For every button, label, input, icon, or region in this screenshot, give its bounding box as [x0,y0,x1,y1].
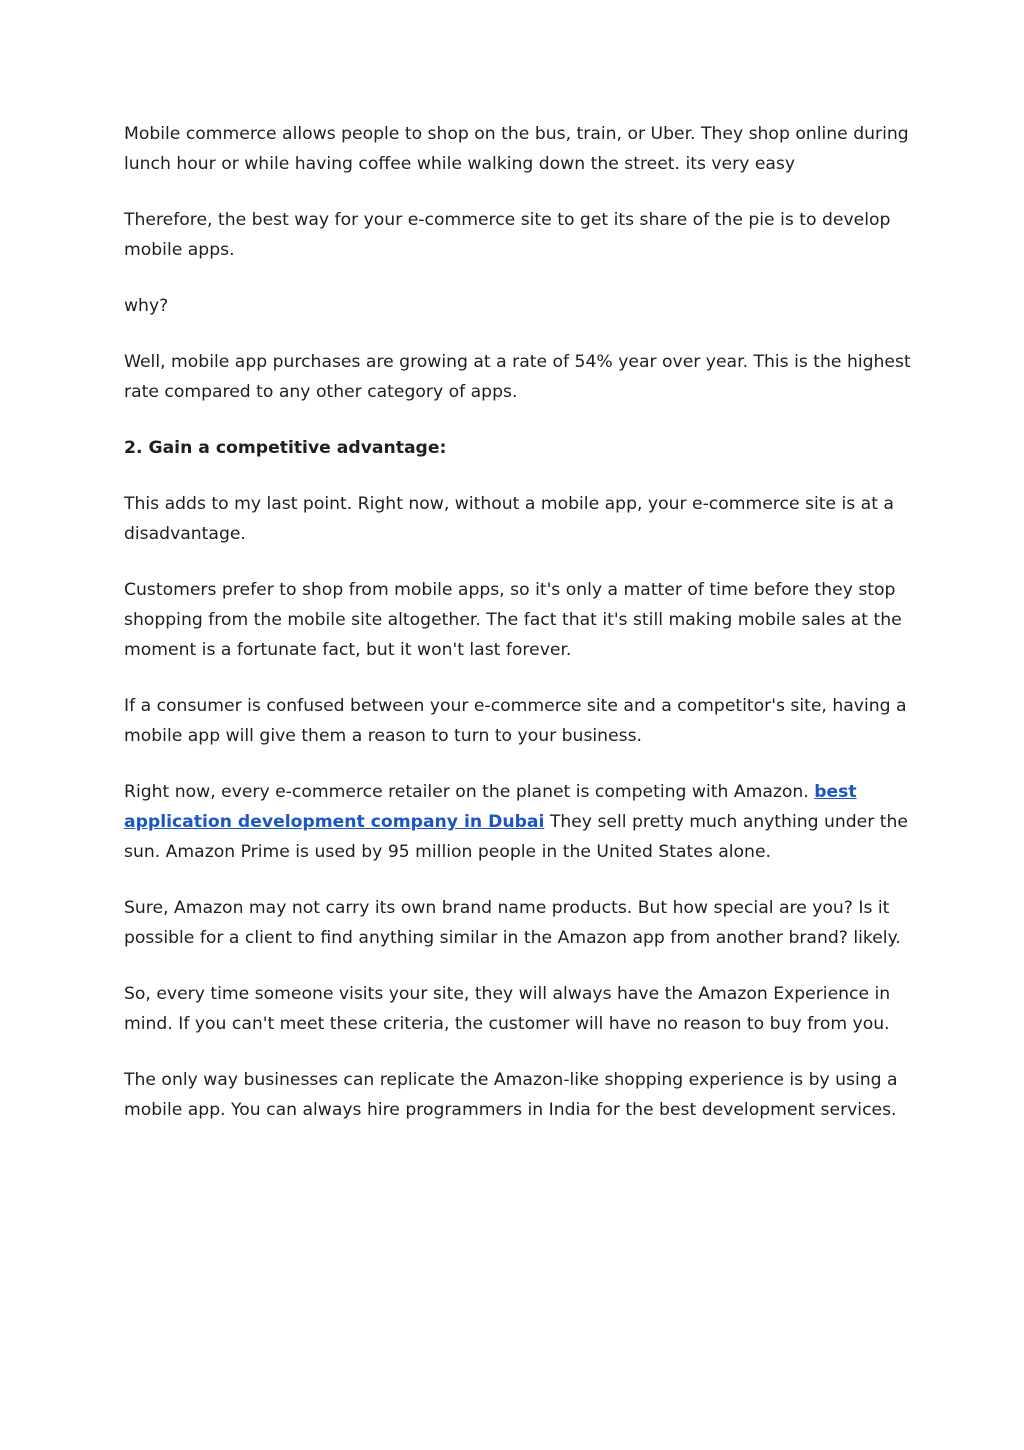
paragraph-amazon-competition [124,777,914,867]
paragraph-text-after-link: They sell pretty much anything under the sun. Amazon Prime is used by 95 million people in the United States alone. [124,812,908,862]
paragraph-amazon-experience: So, every time someone visits your site, they will always have the Amazon Experience in mind. If you can't meet these criteria, the customer will have no reason to buy from you. [124,984,891,1034]
paragraph-last-point: This adds to my last point. Right now, without a mobile app, your e-commerce site is at a disadvantage. [124,494,894,544]
paragraph-brand-products: Sure, Amazon may not carry its own brand name products. But how special are you? Is it possible for a client to find anything similar in the Amazon app from another brand? likely. [124,898,901,948]
paragraph-text-before-link: Right now, every e-commerce retailer on the planet is competing with Amazon. [124,782,815,802]
paragraph-confused-consumer: If a consumer is confused between your e-commerce site and a competitor's site, having a mobile app will give them a reason to turn to your business. [124,696,907,746]
section-heading: 2. Gain a competitive advantage: [124,438,447,458]
document-body [124,119,914,1151]
paragraph-growth-rate: Well, mobile app purchases are growing at a rate of 54% year over year. This is the highest rate compared to any other category of apps. [124,352,911,402]
paragraph-why: why? [124,296,169,316]
dubai-app-company-link[interactable]: best application development company in Dubai [124,782,857,832]
paragraph-customers-prefer: Customers prefer to shop from mobile apps, so it's only a matter of time before they stop shopping from the mobile site altogether. The fact that it's still making mobile sales at the moment is a fortunate fact, but it won't last forever. [124,580,902,660]
paragraph-replicate-experience: The only way businesses can replicate the Amazon-like shopping experience is by using a mobile app. You can always hire programmers in India for the best development services. [124,1070,898,1120]
paragraph-mobile-commerce: Mobile commerce allows people to shop on the bus, train, or Uber. They shop online during lunch hour or while having coffee while walking down the street. its very easy [124,124,909,174]
paragraph-best-way: Therefore, the best way for your e-commerce site to get its share of the pie is to develop mobile apps. [124,210,891,260]
